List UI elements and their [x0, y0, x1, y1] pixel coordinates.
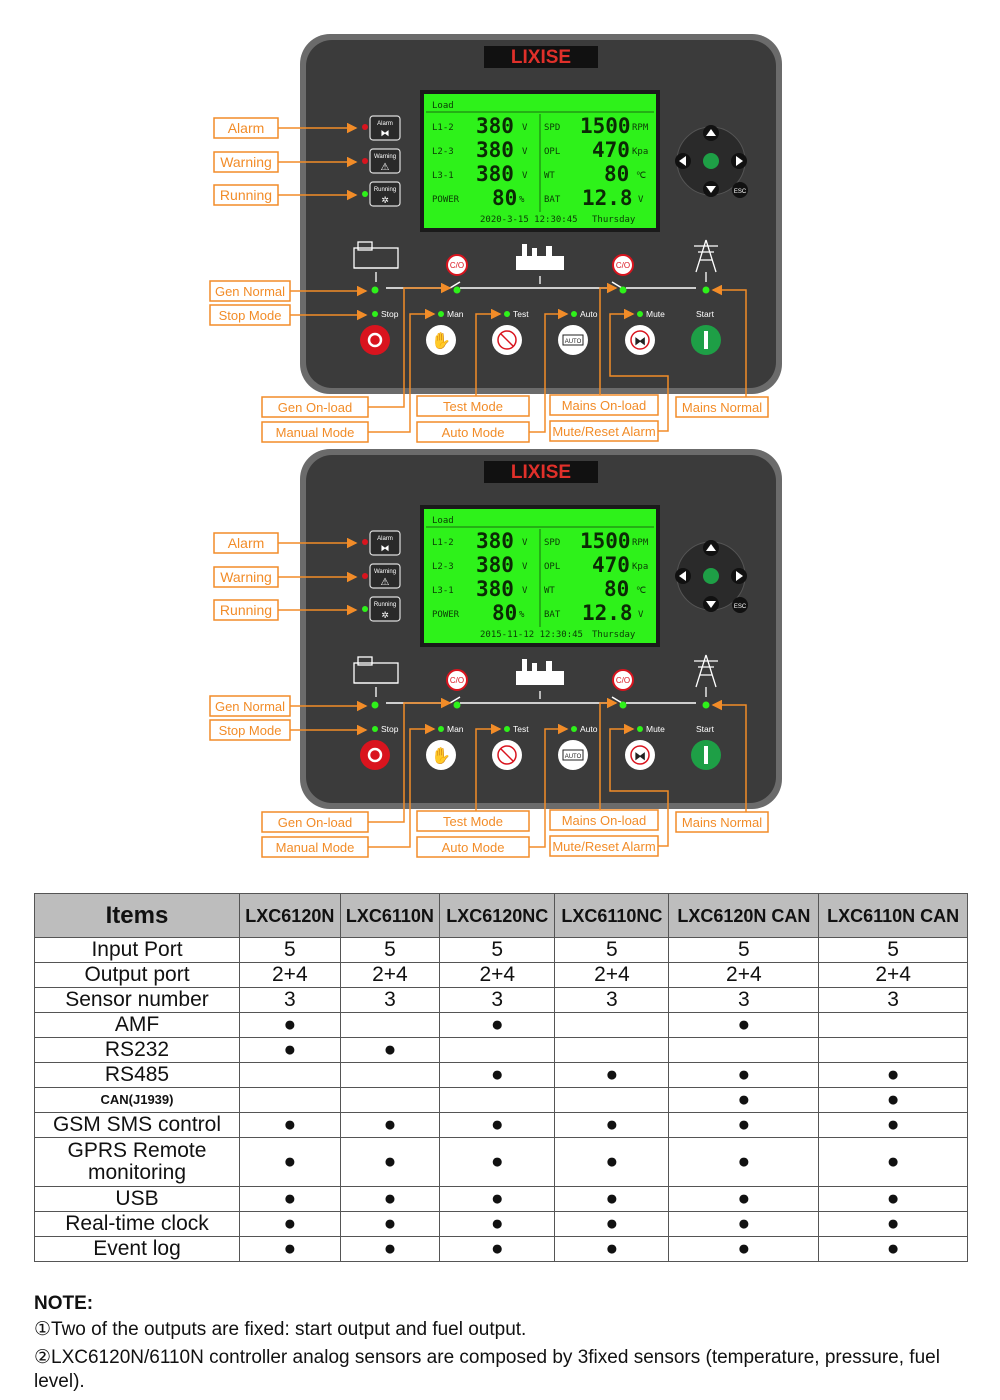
- start-label: Start: [696, 724, 714, 734]
- table-cell: ●: [440, 1212, 555, 1237]
- mains-normal-led: [703, 702, 710, 709]
- svg-text:1500: 1500: [580, 529, 631, 553]
- table-row-item: CAN(J1939): [35, 1088, 240, 1113]
- stop-button[interactable]: [360, 325, 390, 355]
- table-row: [35, 988, 968, 1013]
- hand-icon: ✋: [431, 333, 451, 350]
- svg-text:L2-3: L2-3: [432, 562, 454, 572]
- test-button[interactable]: [492, 740, 522, 770]
- gen-switch-co: [447, 255, 467, 275]
- table-cell: ●: [440, 1063, 555, 1088]
- table-row-item: GSM SMS control: [35, 1113, 240, 1138]
- table-cell: [819, 1038, 968, 1063]
- table-cell: ●: [340, 1113, 440, 1138]
- mains-normal-led: [703, 287, 710, 294]
- table-row-item: Input Port: [35, 938, 240, 963]
- table-cell: ●: [240, 1038, 341, 1063]
- table-header-model: LXC6110NC: [555, 894, 669, 938]
- lcd-datetime: 2020-3-15 12:30:45: [480, 215, 578, 225]
- table-cell: ●: [819, 1237, 968, 1262]
- callout-mute-reset: Mute/Reset Alarm: [552, 839, 656, 854]
- callout-warning: Warning: [220, 154, 272, 170]
- table-row: [35, 1063, 968, 1088]
- svg-text:%: %: [519, 610, 525, 620]
- mains-onload-led: [620, 702, 627, 709]
- table-cell: ●: [669, 1088, 819, 1113]
- table-cell: 5: [340, 938, 440, 963]
- table-row: [35, 1212, 968, 1237]
- table-row: [35, 1038, 968, 1063]
- svg-text:80: 80: [492, 601, 518, 625]
- callout-mute-reset: Mute/Reset Alarm: [552, 424, 656, 439]
- table-cell: [340, 1088, 440, 1113]
- controller-panel-bottom: [0, 415, 1000, 860]
- table-row: [35, 963, 968, 988]
- table-cell: [555, 1038, 669, 1063]
- enter-button: [703, 153, 719, 169]
- svg-text:Kpa: Kpa: [632, 147, 649, 157]
- table-cell: ●: [819, 1088, 968, 1113]
- table-cell: ●: [819, 1063, 968, 1088]
- svg-text:380: 380: [476, 529, 514, 553]
- table-row-item: USB: [35, 1187, 240, 1212]
- callout-auto-mode: Auto Mode: [441, 840, 505, 855]
- stop-label: Stop: [381, 724, 399, 734]
- callout-test-mode: Test Mode: [443, 399, 503, 414]
- table-row: [35, 1138, 968, 1187]
- svg-text:C/O: C/O: [615, 261, 631, 270]
- auto-icon: AUTO: [564, 339, 582, 345]
- svg-text:12.8: 12.8: [582, 186, 633, 210]
- table-cell: ●: [819, 1113, 968, 1138]
- svg-text:Warning: Warning: [373, 154, 397, 160]
- test-label: Test: [513, 309, 529, 319]
- stop-label: Stop: [381, 309, 399, 319]
- svg-text:V: V: [522, 586, 528, 596]
- table-cell: 2+4: [440, 963, 555, 988]
- table-row-item: AMF: [35, 1013, 240, 1038]
- mute-horn-icon: ⧓: [634, 749, 646, 763]
- svg-text:℃: ℃: [636, 586, 647, 596]
- table-cell: ●: [440, 1138, 555, 1187]
- table-cell: ●: [669, 1063, 819, 1088]
- svg-text:470: 470: [592, 138, 630, 162]
- callout-warning: Warning: [220, 569, 272, 585]
- table-cell: 5: [819, 938, 968, 963]
- note-item-1: ①Two of the outputs are fixed: start output and fuel output.: [34, 1319, 527, 1340]
- callout-manual-mode: Manual Mode: [275, 840, 355, 855]
- auto-label: Auto: [580, 724, 598, 734]
- table-cell: ●: [669, 1113, 819, 1138]
- table-row: [35, 1113, 968, 1138]
- gen-onload-led: [454, 702, 461, 709]
- mute-button[interactable]: [625, 740, 655, 770]
- horn-icon: ⧓: [380, 543, 390, 553]
- lcd-weekday: Thursday: [592, 215, 636, 225]
- table-cell: 3: [340, 988, 440, 1013]
- lcd-weekday: Thursday: [592, 630, 636, 640]
- callout-gen-onload: Gen On-load: [277, 815, 353, 830]
- mains-switch-co: [613, 670, 633, 690]
- table-cell: ●: [819, 1212, 968, 1237]
- svg-text:WT: WT: [544, 171, 555, 181]
- mute-horn-icon: ⧓: [634, 334, 646, 348]
- callout-stop-mode: Stop Mode: [218, 308, 282, 323]
- table-cell: ●: [240, 1187, 341, 1212]
- svg-text:Warning: Warning: [373, 569, 397, 575]
- fan-icon: ✲: [381, 195, 389, 205]
- svg-text:POWER: POWER: [432, 195, 460, 205]
- svg-text:Running: Running: [373, 187, 397, 193]
- table-cell: [340, 1063, 440, 1088]
- note-block: [34, 1292, 964, 1398]
- svg-text:Alarm: Alarm: [377, 536, 393, 542]
- svg-text:380: 380: [476, 162, 514, 186]
- hand-icon: ✋: [431, 748, 451, 765]
- table-cell: ●: [555, 1187, 669, 1212]
- table-cell: ●: [340, 1038, 440, 1063]
- table-row: [35, 1237, 968, 1262]
- auto-icon: AUTO: [564, 754, 582, 760]
- svg-text:V: V: [638, 195, 644, 205]
- table-cell: [440, 1088, 555, 1113]
- callout-mains-normal: Mains Normal: [681, 815, 763, 830]
- svg-text:V: V: [522, 538, 528, 548]
- table-cell: ●: [340, 1138, 440, 1187]
- svg-text:V: V: [522, 171, 528, 181]
- table-cell: 3: [240, 988, 341, 1013]
- svg-text:380: 380: [476, 138, 514, 162]
- table-cell: 3: [440, 988, 555, 1013]
- svg-text:RPM: RPM: [632, 123, 649, 133]
- controller-panel: [0, 415, 1000, 860]
- test-button[interactable]: [492, 325, 522, 355]
- table-header-model: LXC6110N: [340, 894, 440, 938]
- table-cell: ●: [240, 1237, 341, 1262]
- table-row: [35, 938, 968, 963]
- table-cell: ●: [340, 1212, 440, 1237]
- table-cell: ●: [240, 1138, 341, 1187]
- table-row-item: Real-time clock: [35, 1212, 240, 1237]
- table-cell: 2+4: [340, 963, 440, 988]
- svg-text:Running: Running: [373, 602, 397, 608]
- svg-text:L2-3: L2-3: [432, 147, 454, 157]
- svg-text:V: V: [522, 562, 528, 572]
- esc-button: ESC: [733, 604, 747, 610]
- table-cell: [340, 1013, 440, 1038]
- table-cell: ●: [669, 1212, 819, 1237]
- table-row-item: Output port: [35, 963, 240, 988]
- stop-button[interactable]: [360, 740, 390, 770]
- mute-button[interactable]: [625, 325, 655, 355]
- gen-normal-led: [372, 702, 379, 709]
- table-cell: 3: [819, 988, 968, 1013]
- table-cell: ●: [340, 1187, 440, 1212]
- svg-text:V: V: [522, 147, 528, 157]
- svg-text:BAT: BAT: [544, 195, 561, 205]
- callout-auto-mode: Auto Mode: [441, 425, 505, 440]
- warning-icon: ⚠: [380, 162, 390, 173]
- table-cell: 5: [240, 938, 341, 963]
- mute-label: Mute: [646, 724, 665, 734]
- table-cell: 2+4: [555, 963, 669, 988]
- table-cell: ●: [819, 1187, 968, 1212]
- table-cell: [240, 1088, 341, 1113]
- table-cell: ●: [669, 1138, 819, 1187]
- table-cell: 3: [555, 988, 669, 1013]
- svg-text:OPL: OPL: [544, 562, 561, 572]
- svg-text:SPD: SPD: [544, 123, 561, 133]
- table-row-item: Sensor number: [35, 988, 240, 1013]
- esc-button: ESC: [733, 189, 747, 195]
- svg-text:Alarm: Alarm: [377, 121, 393, 127]
- table-header-items: Items: [35, 894, 240, 938]
- table-cell: 2+4: [240, 963, 341, 988]
- manual-button[interactable]: [426, 740, 456, 770]
- horn-icon: ⧓: [380, 128, 390, 138]
- svg-text:L3-1: L3-1: [432, 586, 454, 596]
- svg-text:Kpa: Kpa: [632, 562, 649, 572]
- table-row: [35, 1013, 968, 1038]
- mains-switch-co: [613, 255, 633, 275]
- table-cell: 5: [555, 938, 669, 963]
- table-cell: 5: [440, 938, 555, 963]
- callout-test-mode: Test Mode: [443, 814, 503, 829]
- svg-text:C/O: C/O: [449, 676, 465, 685]
- table-cell: ●: [669, 1013, 819, 1038]
- svg-text:380: 380: [476, 114, 514, 138]
- table-header-model: LXC6120NC: [440, 894, 555, 938]
- svg-text:470: 470: [592, 553, 630, 577]
- test-label: Test: [513, 724, 529, 734]
- start-button[interactable]: [691, 740, 721, 770]
- svg-text:V: V: [522, 123, 528, 133]
- svg-text:WT: WT: [544, 586, 555, 596]
- table-cell: ●: [555, 1113, 669, 1138]
- table-cell: [555, 1088, 669, 1113]
- callout-gen-normal: Gen Normal: [214, 699, 286, 714]
- table-row: [35, 1088, 968, 1113]
- table-cell: ●: [240, 1113, 341, 1138]
- mains-onload-led: [620, 287, 627, 294]
- start-icon: [704, 331, 708, 349]
- svg-text:80: 80: [604, 577, 630, 601]
- enter-button: [703, 568, 719, 584]
- spec-table: [34, 893, 968, 1262]
- svg-text:SPD: SPD: [544, 538, 561, 548]
- svg-text:L1-2: L1-2: [432, 123, 454, 133]
- callout-stop-mode: Stop Mode: [218, 723, 282, 738]
- table-row-item: GPRS Remote monitoring: [35, 1138, 240, 1187]
- manual-button[interactable]: [426, 325, 456, 355]
- table-row-item: RS485: [35, 1063, 240, 1088]
- table-cell: ●: [555, 1212, 669, 1237]
- table-cell: ●: [555, 1063, 669, 1088]
- svg-text:80: 80: [604, 162, 630, 186]
- svg-text:380: 380: [476, 577, 514, 601]
- svg-text:%: %: [519, 195, 525, 205]
- table-cell: ●: [555, 1237, 669, 1262]
- table-cell: ●: [340, 1237, 440, 1262]
- table-cell: ●: [440, 1187, 555, 1212]
- table-cell: ●: [440, 1237, 555, 1262]
- table-cell: 2+4: [669, 963, 819, 988]
- svg-text:C/O: C/O: [449, 261, 465, 270]
- table-cell: [669, 1038, 819, 1063]
- man-label: Man: [447, 309, 464, 319]
- svg-text:℃: ℃: [636, 171, 647, 181]
- table-cell: [819, 1013, 968, 1038]
- table-cell: [555, 1013, 669, 1038]
- table-header-row: [35, 894, 968, 938]
- table-header-model: LXC6120N CAN: [669, 894, 819, 938]
- table-cell: ●: [669, 1237, 819, 1262]
- controller-panel-top: [0, 0, 1000, 440]
- callout-mains-normal: Mains Normal: [681, 400, 763, 415]
- callout-gen-normal: Gen Normal: [214, 284, 286, 299]
- table-cell: ●: [240, 1212, 341, 1237]
- callout-mains-onload: Mains On-load: [561, 398, 647, 413]
- man-label: Man: [447, 724, 464, 734]
- table-cell: 5: [669, 938, 819, 963]
- svg-text:1500: 1500: [580, 114, 631, 138]
- callout-manual-mode: Manual Mode: [275, 425, 355, 440]
- gen-switch-co: [447, 670, 467, 690]
- svg-text:RPM: RPM: [632, 538, 649, 548]
- auto-label: Auto: [580, 309, 598, 319]
- table-cell: [440, 1038, 555, 1063]
- table-cell: ●: [440, 1013, 555, 1038]
- callout-mains-onload: Mains On-load: [561, 813, 647, 828]
- svg-text:L1-2: L1-2: [432, 538, 454, 548]
- table-cell: 2+4: [819, 963, 968, 988]
- brand-logo: LIXISE: [510, 462, 572, 483]
- table-row-item: Event log: [35, 1237, 240, 1262]
- table-cell: ●: [240, 1013, 341, 1038]
- start-button[interactable]: [691, 325, 721, 355]
- callout-alarm: Alarm: [227, 535, 265, 551]
- table-cell: ●: [819, 1138, 968, 1187]
- table-cell: ●: [555, 1138, 669, 1187]
- gen-normal-led: [372, 287, 379, 294]
- table-row: [35, 1187, 968, 1212]
- svg-text:BAT: BAT: [544, 610, 561, 620]
- note-item-2: ②LXC6120N/6110N controller analog sensors are composed by 3fixed sensors (temperature, pressure, fuel level).: [34, 1347, 940, 1392]
- auto-button[interactable]: [558, 740, 588, 770]
- lcd-header: Load: [432, 516, 454, 526]
- table-cell: 3: [669, 988, 819, 1013]
- table-header-model: LXC6110N CAN: [819, 894, 968, 938]
- svg-text:12.8: 12.8: [582, 601, 633, 625]
- svg-text:POWER: POWER: [432, 610, 460, 620]
- callout-gen-onload: Gen On-load: [277, 400, 353, 415]
- table-cell: [240, 1063, 341, 1088]
- table-row-item: RS232: [35, 1038, 240, 1063]
- auto-button[interactable]: [558, 325, 588, 355]
- note-title: NOTE:: [34, 1293, 94, 1314]
- callout-running: Running: [219, 187, 273, 203]
- controller-panel: [0, 0, 1000, 445]
- svg-text:380: 380: [476, 553, 514, 577]
- gen-onload-led: [454, 287, 461, 294]
- fan-icon: ✲: [381, 610, 389, 620]
- callout-alarm: Alarm: [227, 120, 265, 136]
- callout-running: Running: [219, 602, 273, 618]
- svg-text:L3-1: L3-1: [432, 171, 454, 181]
- lcd-datetime: 2015-11-12 12:30:45: [480, 630, 583, 640]
- svg-text:80: 80: [492, 186, 518, 210]
- table-header-model: LXC6120N: [240, 894, 341, 938]
- svg-text:OPL: OPL: [544, 147, 561, 157]
- warning-icon: ⚠: [380, 577, 390, 588]
- brand-logo: LIXISE: [510, 47, 572, 68]
- table-cell: ●: [440, 1113, 555, 1138]
- start-icon: [704, 746, 708, 764]
- svg-text:V: V: [638, 610, 644, 620]
- table-cell: ●: [669, 1187, 819, 1212]
- lcd-header: Load: [432, 101, 454, 111]
- svg-text:C/O: C/O: [615, 676, 631, 685]
- mute-label: Mute: [646, 309, 665, 319]
- start-label: Start: [696, 309, 714, 319]
